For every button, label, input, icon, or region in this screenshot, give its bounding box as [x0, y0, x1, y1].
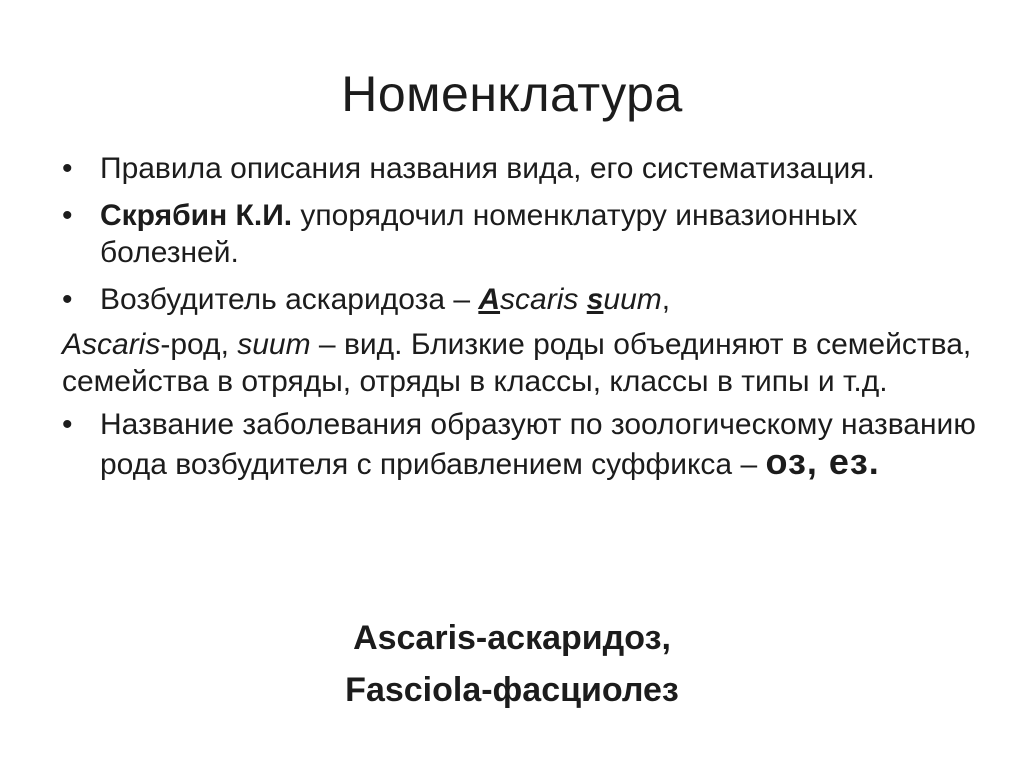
bullet-item-disease-naming: [62, 406, 992, 483]
bullet-icon: •: [62, 283, 73, 316]
genus-initial: A: [478, 283, 501, 316]
suffix-examples: оз, ез.: [765, 441, 880, 482]
author-name: Скрябин К.И.: [100, 199, 293, 232]
genus-label: -род,: [160, 328, 238, 361]
bullet-suffix: ,: [661, 283, 671, 316]
species-name: suum: [237, 328, 311, 361]
bullet-item-skryabin: [62, 197, 992, 271]
bullet-icon: •: [62, 199, 73, 232]
example-ascaris: Ascaris-аскаридоз,: [353, 619, 671, 657]
bullet-icon: •: [62, 408, 73, 441]
examples-block: [0, 612, 1024, 716]
bullet-icon: •: [62, 152, 73, 185]
bullet-item-pathogen: [62, 281, 992, 318]
slide-title: Номенклатура: [341, 66, 683, 122]
bullet-text: Правила описания названия вида, его систематизация.: [100, 152, 875, 185]
taxonomy-paragraph: [62, 326, 992, 400]
example-fasciola: Fasciola-фасциолез: [345, 671, 679, 709]
genus-name: Ascaris: [62, 328, 161, 361]
genus-rest: scaris: [500, 283, 587, 316]
bullet-text: упорядочил номенклатуру инвазионных болезней.: [100, 199, 858, 269]
species-initial: s: [586, 283, 604, 316]
bullet-item-rules: [62, 150, 992, 187]
species-rest: uum: [603, 283, 662, 316]
slide-body: [62, 150, 992, 493]
bullet-text: Название заболевания образуют по зоологическому названию рода возбудителя с прибавлением суффикса –: [100, 408, 976, 481]
taxonomy-text: – вид. Близкие роды объединяют в семейства, семейства в отряды, отряды в классы, классы в типы и т.д.: [62, 328, 972, 398]
bullet-prefix: Возбудитель аскаридоза –: [100, 283, 479, 316]
